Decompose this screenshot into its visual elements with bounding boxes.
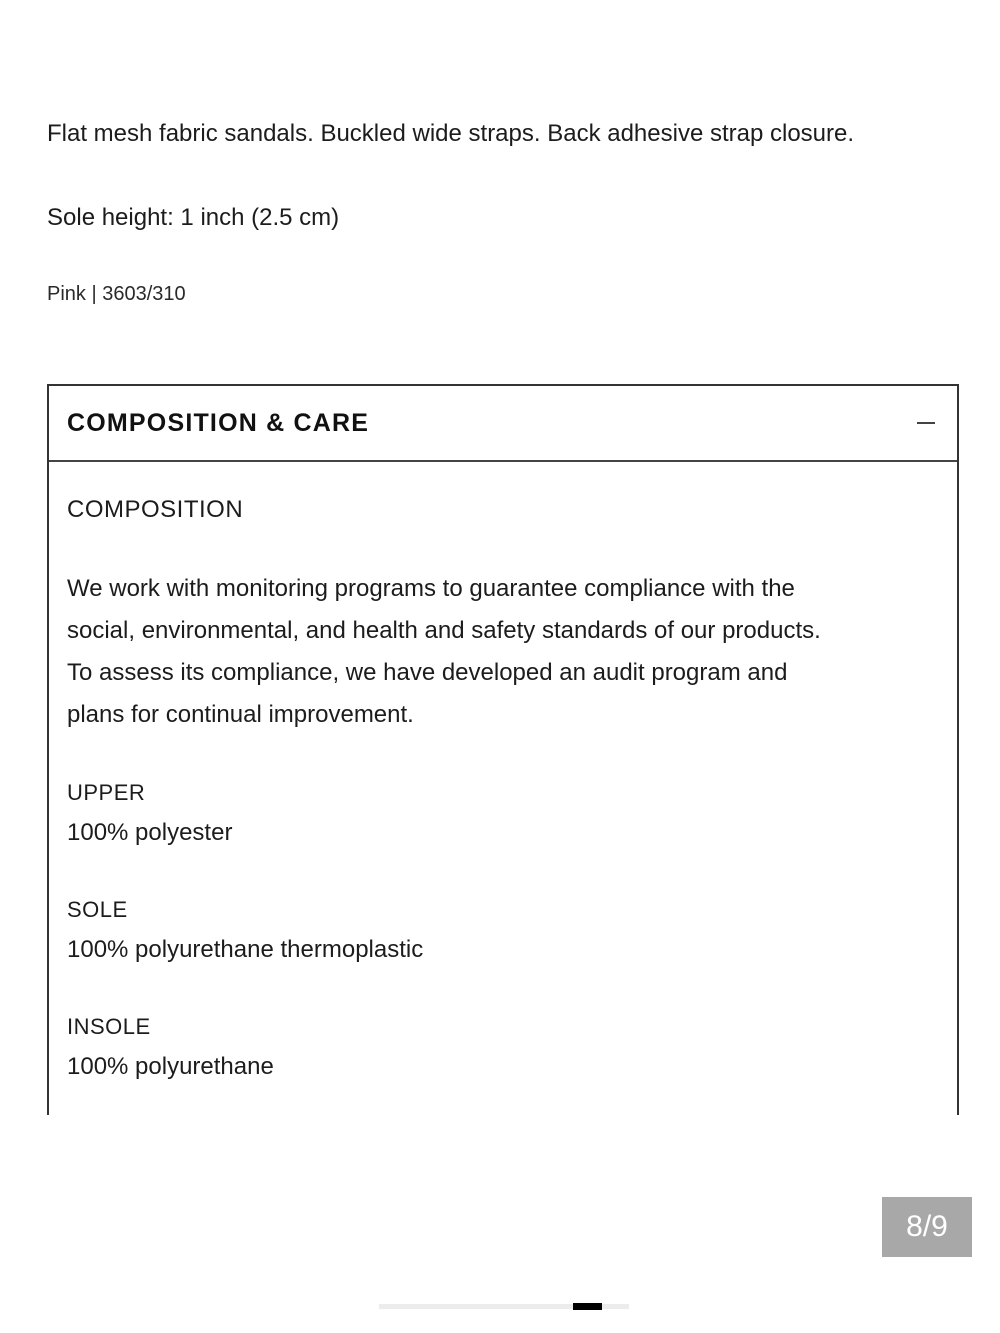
panel-title: COMPOSITION & CARE [67, 408, 370, 437]
minus-icon[interactable] [917, 422, 935, 424]
composition-care-toggle[interactable] [49, 386, 957, 462]
material-label-upper: UPPER [67, 780, 146, 805]
paragraph-line: plans for continual improvement. [67, 701, 414, 728]
composition-heading: COMPOSITION [67, 496, 244, 523]
scroll-thumb[interactable] [573, 1303, 602, 1310]
material-value-sole: 100% polyurethane thermoplastic [67, 936, 424, 963]
paragraph-line: social, environmental, and health and safety standards of our products. [67, 617, 821, 644]
composition-care-panel [47, 384, 959, 1115]
material-label-insole: INSOLE [67, 1014, 151, 1039]
product-description: Flat mesh fabric sandals. Buckled wide straps. Back adhesive strap closure. [47, 120, 855, 147]
paragraph-line: To assess its compliance, we have developed an audit program and [67, 659, 788, 686]
sole-height: Sole height: 1 inch (2.5 cm) [47, 204, 340, 231]
paragraph-line: We work with monitoring programs to guarantee compliance with the [67, 575, 795, 602]
material-value-upper: 100% polyester [67, 819, 233, 846]
color-reference: Pink | 3603/310 [47, 283, 186, 305]
compliance-paragraph [67, 568, 937, 736]
material-value-insole: 100% polyurethane [67, 1053, 274, 1080]
image-page-counter: 8/9 [882, 1197, 972, 1257]
material-label-sole: SOLE [67, 897, 128, 922]
